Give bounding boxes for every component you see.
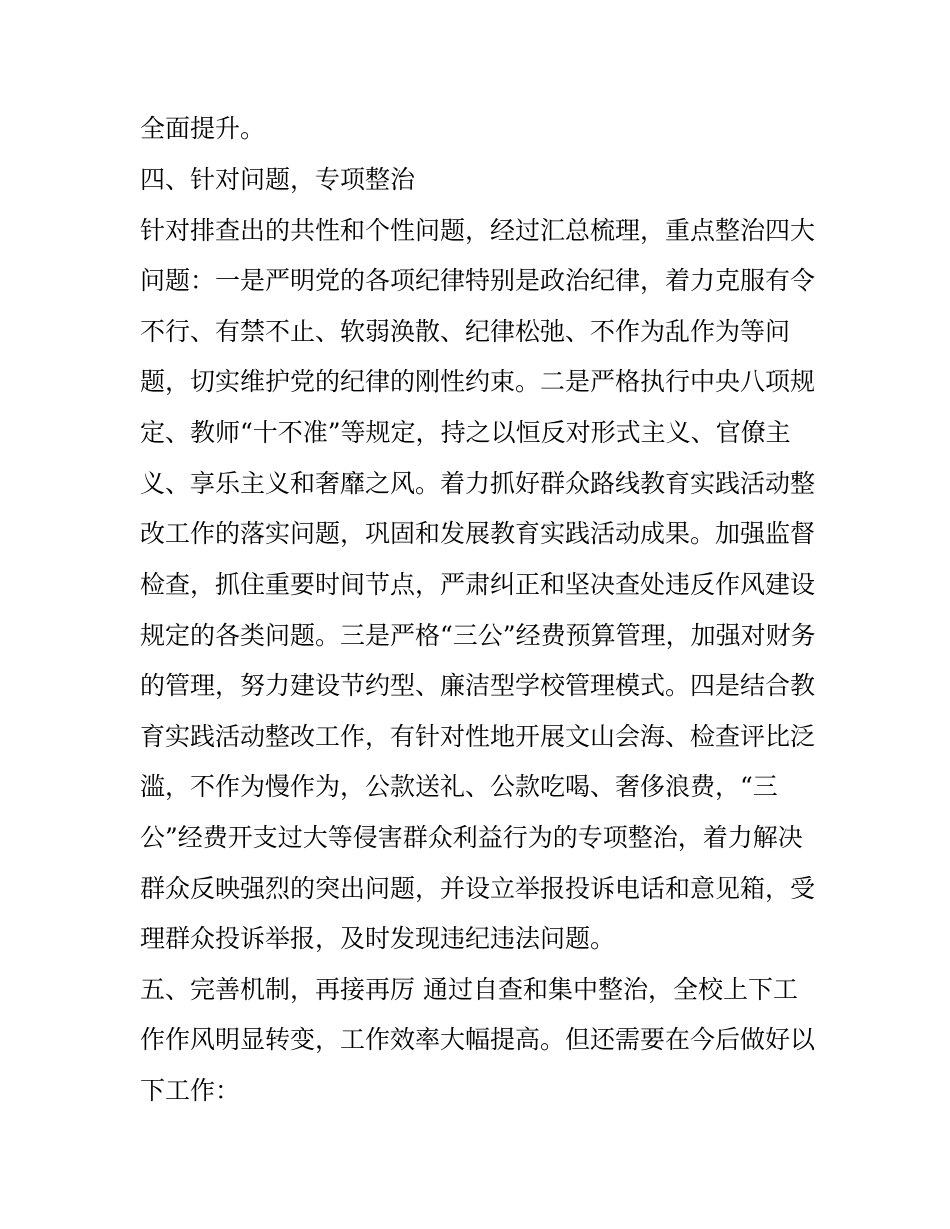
text-line: 改工作的落实问题，巩固和发展教育实践活动成果。加强监督 (140, 519, 816, 548)
text-line: 理群众投诉举报，及时发现违纪违法问题。 (140, 924, 616, 953)
text-line: 下工作： (140, 1076, 241, 1105)
section-heading: 五、完善机制，再接再厉 通过自查和集中整治，全校上下工 (140, 975, 798, 1004)
text-line: 定、教师“十不准”等规定，持之以恒反对形式主义、官僚主 (140, 418, 791, 447)
text-line: 义、享乐主义和奢靡之风。着力抓好群众路线教育实践活动整 (140, 469, 816, 498)
text-line: 题，切实维护党的纪律的刚性约束。二是严格执行中央八项规 (140, 367, 816, 396)
text-line: 的管理，努力建设节约型、廉洁型学校管理模式。四是结合教 (140, 671, 816, 700)
text-line: 群众反映强烈的突出问题，并设立举报投诉电话和意见箱，受 (140, 874, 816, 903)
text-line: 不行、有禁不止、软弱涣散、纪律松弛、不作为乱作为等问 (140, 317, 791, 346)
text-line: 滥，不作为慢作为，公款送礼、公款吃喝、奢侈浪费，“三 (140, 772, 778, 801)
text-line: 规定的各类问题。三是严格“三公”经费预算管理，加强对财务 (140, 621, 816, 650)
text-line: 检查，抓住重要时间节点，严肃纠正和坚决查处违反作风建设 (140, 570, 816, 599)
text-line: 作作风明显转变，工作效率大幅提高。但还需要在今后做好以 (140, 1025, 816, 1054)
text-line: 公”经费开支过大等侵害群众利益行为的专项整治，着力解决 (140, 823, 803, 852)
text-line: 问题：一是严明党的各项纪律特别是政治纪律，着力克服有令 (140, 266, 816, 295)
text-line: 全面提升。 (140, 114, 266, 143)
text-line: 针对排查出的共性和个性问题，经过汇总梳理，重点整治四大 (140, 216, 816, 245)
section-heading: 四、针对问题，专项整治 (140, 165, 416, 194)
text-line: 育实践活动整改工作，有针对性地开展文山会海、检查评比泛 (140, 722, 816, 751)
